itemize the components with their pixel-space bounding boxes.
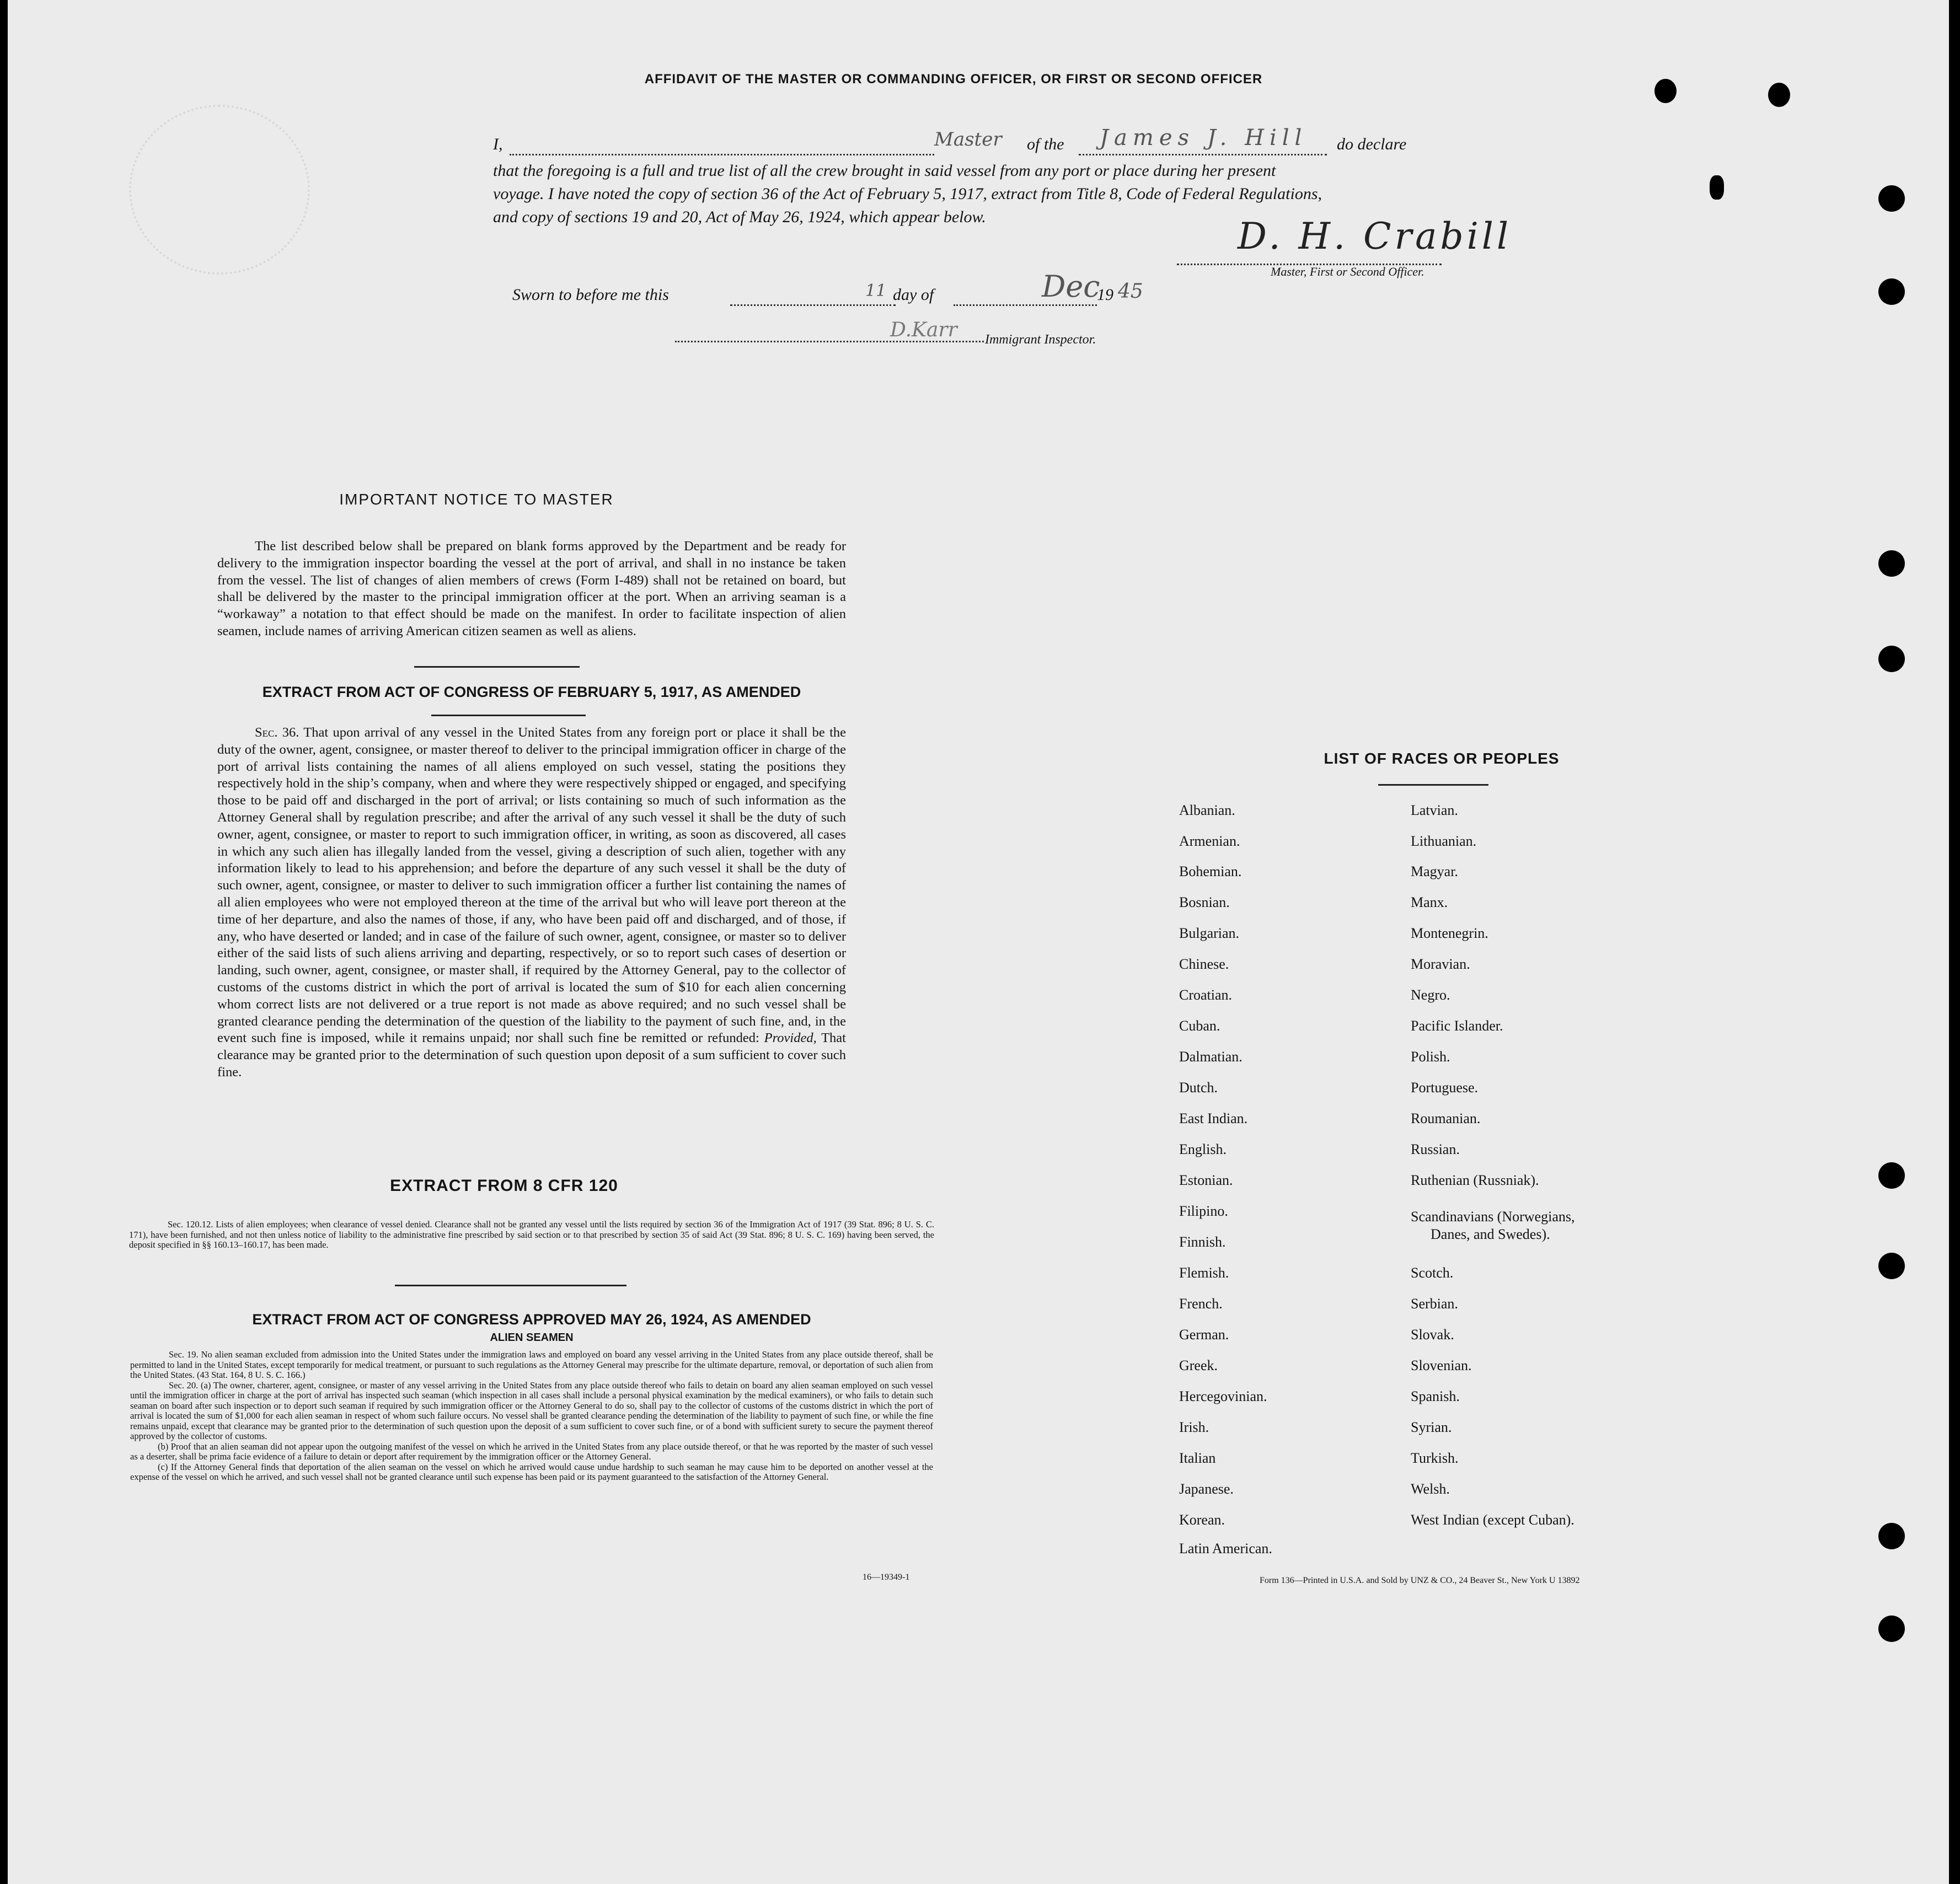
punch-hole [1768,83,1790,107]
race-item: Polish. [1411,1049,1450,1065]
race-item: Latin American. [1179,1541,1272,1556]
punch-hole [1878,1523,1905,1549]
race-item: Irish. [1179,1419,1209,1435]
affidavit-line1 [493,125,1502,157]
form-number: 16—19349-1 [863,1572,910,1582]
race-item: Greek. [1179,1357,1218,1373]
notice-body: The list described below shall be prepared on blank forms approved by the Department and be ready for delivery to the immigration inspector boarding the vessel at the port of arrival, and shall in no instance be taken from the vessel. The list of changes of alien members of crews (Form I-489) shall not be retained on board, but shall be delivered by the master to the principal immigration officer at the port. When an arriving seaman is a “workaway” a notation to that effect should be made on the manifest. In order to facilitate inspection of alien seamen, include names of arriving American citizen seamen as well as aliens. [217,539,846,638]
divider [395,1285,626,1286]
race-item: Estonian. [1179,1172,1233,1188]
punch-hole [1878,1253,1905,1279]
extract-cfr-title: EXTRACT FROM 8 CFR 120 [390,1177,618,1195]
race-item: Russian. [1411,1141,1460,1157]
faded-stamp [129,105,310,275]
race-item: Japanese. [1179,1481,1234,1497]
affidavit-of-the: of the [1027,135,1064,153]
section-20c: (c) If the Attorney General finds that deportation of the alien seaman on the vessel on which he arrived would cause undue hardship to such seaman he may cause him to be deported on another vessel at the expense of the vessel on which he arrived, and such vessel shall not be granted clearance until such expense has been paid or its payment guaranteed to the satisfaction of the Attorney General. [130,1461,933,1482]
provided-label: Provided, [764,1030,817,1046]
race-item: Dutch. [1179,1080,1218,1096]
race-item: Lithuanian. [1411,833,1477,849]
race-item: Turkish. [1411,1450,1459,1466]
race-item: Latvian. [1411,802,1458,818]
race-item: Danes, and Swedes). [1431,1226,1550,1242]
sworn-year: 45 [1118,280,1143,303]
punch-hole [1654,79,1677,103]
sworn-text: Sworn to before me this [512,286,669,304]
race-item: Montenegrin. [1411,925,1488,941]
punch-hole [1878,278,1905,305]
master-caption: Master, First or Second Officer. [1271,265,1425,278]
affidavit-line2: that the foregoing is a full and true list of all the crew brought in said vessel from any port or place during her present [493,162,1276,180]
blank-line [1079,154,1327,155]
race-item: Cuban. [1179,1018,1220,1034]
punch-hole [1878,550,1905,577]
blank-line [730,304,896,306]
inspector-signature: D.Karr [890,319,957,341]
punch-hole [1710,175,1724,200]
extract-1924-body [130,1350,933,1483]
divider [431,715,586,716]
extract-1917-title: EXTRACT FROM ACT OF CONGRESS OF FEBRUARY 5, 1917, AS AMENDED [262,684,801,700]
inspector-caption: Immigrant Inspector. [985,332,1096,347]
punch-hole [1878,1615,1905,1642]
blank-line [510,154,934,155]
form-footer: Form 136—Printed in U.S.A. and Sold by UNZ & CO., 24 Beaver St., New York U 13892 [1260,1576,1580,1585]
race-item: Albanian. [1179,802,1235,818]
blank-line [954,304,1097,306]
race-item: Moravian. [1411,956,1470,972]
race-item: Armenian. [1179,833,1240,849]
race-item: Portuguese. [1411,1080,1479,1096]
race-item: Spanish. [1411,1388,1460,1404]
race-item: East Indian. [1179,1110,1248,1126]
race-item: Bosnian. [1179,894,1230,910]
race-item: Scotch. [1411,1265,1454,1281]
affidavit-line3: voyage. I have noted the copy of section 36 of the Act of February 5, 1917, extract from Title 8, Code of Federal Regulations, [493,185,1322,203]
race-item: Ruthenian (Russniak). [1411,1172,1539,1188]
race-item: Serbian. [1411,1296,1458,1312]
section-20a: Sec. 20. (a) The owner, charterer, agent, consignee, or master of any vessel arriving in the United States from any place outside thereof who fails to detain on board any alien seaman employed on such vessel until the immigration officer in charge at the port of arrival has inspected such seaman (which inspection in all cases shall include a personal physical examination by the medical examiners), or who fails to detain such seaman on board after such inspection or to deport such seaman if required by such immigration officer or the Attorney General to do so, shall pay to the collector of customs of the customs district in which the port of arrival is located the sum of $1,000 for each alien seaman in respect of whom such failure occurs. No vessel shall be granted clearance pending the determination of the liability to payment of such fine, or while the fine remains unpaid, except that clearance may be granted prior to the determination of such question upon the deposit of a sum sufficient to cover such fine, or of a bond with sufficient surety to secure the payment thereof approved by the collector of customs. [130,1380,933,1441]
punch-hole [1878,185,1905,212]
master-signature: D. H. Crabill [1238,215,1512,257]
race-item: Roumanian. [1411,1110,1481,1126]
section-36-text: That upon arrival of any vessel in the United States from any foreign port or place it shall be the duty of the owner, agent, consignee, or master thereof to deliver to the principal immigration officer in charge of the port of arrival lists containing the names of all aliens employed on such vessel, stating the positions they respectively hold in the ship’s company, when and where they were respectively shipped or engaged, and specifying those to be paid off and discharged in the port of arrival; or lists containing so much of such information as the Attorney General shall by regulation prescribe; and after the arrival of any such vessel it shall be the duty of such owner, agent, consignee, or master to report to such immigration officer, in writing, as soon as discovered, all cases in which any such alien has illegally landed from the vessel, giving a description of such alien, together with any information likely to lead to his apprehension; and before the departure of any such vessel it shall be the duty of such owner, agent, consignee, or master to deliver to such immigration officer a further list containing the names of all alien employees who were not employed thereon at the time of the arrival but who will leave port thereon at the time of her departure, and also the names of those, if any, who have been paid off and discharged, and of those, if any, who have deserted or landed; and in case of the failure of such owner, agent, consignee, or master so to deliver either of the said lists of such aliens arriving and departing, respectively, or so to report such cases of desertion or landing, such owner, agent, consignee, or master shall, if required by the Attorney General, pay to the collector of customs of the customs district in which the port of arrival is located the sum of $10 for each alien concerning whom correct lists are not delivered or a true report is not made as above required; and no such vessel shall be granted clearance pending the determination of the question of the liability to the payment of such fine, and, in the event such fine is imposed, while it remains unpaid; nor shall such fine be remitted or refunded: [217,725,846,1046]
handwritten-rank: Master [934,128,1002,151]
affidavit-i: I, [493,135,503,153]
affidavit-title: AFFIDAVIT OF THE MASTER OR COMMANDING OFFICER, OR FIRST OR SECOND OFFICER [644,72,1263,87]
race-item: Finnish. [1179,1234,1226,1250]
affidavit-declare: do declare [1337,135,1407,153]
race-item: Dalmatian. [1179,1049,1243,1065]
extract-cfr-body: Sec. 120.12. Lists of alien employees; when clearance of vessel denied. Clearance shall not be granted any vessel until the lists required by section 36 of the Immigration Act of 1917 (39 Stat. 896; 8 U. S. C. 171), have been furnished, and not then unless notice of liability to the administrative fine prescribed by said section or to that prescribed by section 35 of said Act (39 Stat. 896; 8 U. S. C. 169) having been served, the deposit specified in §§ 160.13–160.17, has been made. [129,1219,934,1250]
affidavit-line4: and copy of sections 19 and 20, Act of May 26, 1924, which appear below. [493,208,986,226]
notice-title: IMPORTANT NOTICE TO MASTER [339,491,614,508]
day-of-text: day of [893,286,934,304]
race-item: Scandinavians (Norwegians, [1411,1209,1575,1225]
race-item: Bulgarian. [1179,925,1240,941]
punch-hole [1878,1162,1905,1189]
races-title: LIST OF RACES OR PEOPLES [1324,750,1560,767]
sworn-line [512,269,1229,313]
extract-1924-title: EXTRACT FROM ACT OF CONGRESS APPROVED MAY 26, 1924, AS AMENDED [252,1311,811,1328]
punch-hole [1878,646,1905,672]
race-item: Syrian. [1411,1419,1452,1435]
race-item: Korean. [1179,1512,1225,1528]
race-item: West Indian (except Cuban). [1411,1512,1575,1528]
race-item: Chinese. [1179,956,1229,972]
extract-1917-body [217,724,846,1081]
race-item: Welsh. [1411,1481,1450,1497]
race-item: Negro. [1411,987,1450,1003]
sworn-day: 11 [865,281,887,300]
alien-seamen-subtitle: ALIEN SEAMEN [490,1332,574,1344]
document-page [8,0,1949,1884]
race-item: Flemish. [1179,1265,1229,1281]
year-prefix: 19 [1097,286,1113,304]
race-item: Croatian. [1179,987,1233,1003]
handwritten-vessel-name: James J. Hill [1100,125,1308,151]
race-item: Magyar. [1411,863,1458,879]
divider [414,666,580,668]
section-20b: (b) Proof that an alien seaman did not appear upon the outgoing manifest of the vessel on which he arrived in the United States from any place outside thereof, or that he was reported by the master of such vessel as a deserter, shall be prima facie evidence of a failure to detain or deport after requirement by the immigration officer or the Attorney General. [130,1441,933,1462]
race-item: Manx. [1411,894,1448,910]
race-item: Bohemian. [1179,863,1242,879]
race-item: Pacific Islander. [1411,1018,1503,1034]
section-label: Sec. 36. [255,725,299,740]
race-item: English. [1179,1141,1227,1157]
race-item: Slovenian. [1411,1357,1472,1373]
sworn-month: Dec [1042,269,1100,304]
race-item: Hercegovinian. [1179,1388,1267,1404]
race-item: German. [1179,1327,1229,1343]
section-19: Sec. 19. No alien seaman excluded from admission into the United States under the immigration laws and employed on board any vessel arriving in the United States from any place outside thereof, shall be permitted to land in the United States, except temporarily for medical treatment, or pursuant to such regulations as the Attorney General may prescribe for the ultimate departure, removal, or deportation of such alien from the United States. (43 Stat. 164, 8 U. S. C. 166.) [130,1349,933,1380]
race-item: Slovak. [1411,1327,1454,1343]
race-item: Italian [1179,1450,1216,1466]
race-item: Filipino. [1179,1203,1228,1219]
divider [1378,784,1488,786]
section-36-proviso: That clearance may be granted prior to the determination of such question upon deposit of a sum sufficient to cover such fine. [217,1030,846,1080]
race-item: French. [1179,1296,1223,1312]
